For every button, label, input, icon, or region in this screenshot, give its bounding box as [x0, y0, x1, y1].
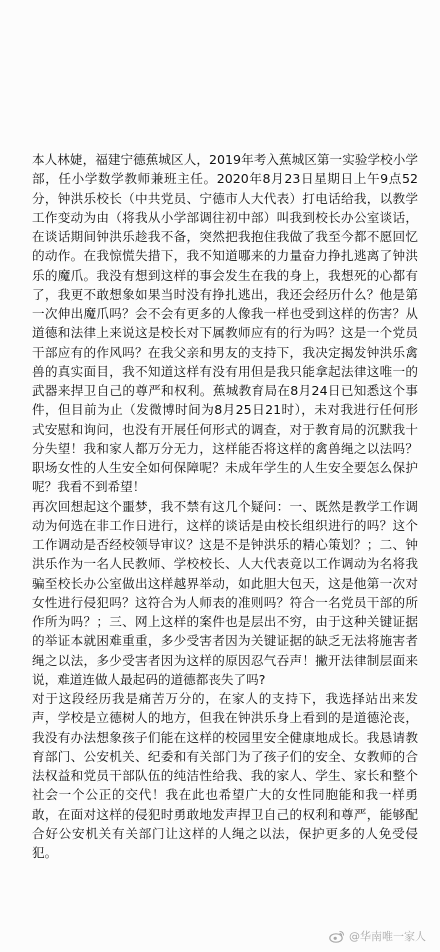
letter-paragraph-2: 再次回想起这个噩梦，我不禁有这几个疑问：一、既然是教学工作调动为何选在非工作日进行，这样的谈话是由校长组织进行的吗？这个工作调动是否经校领导审议？这是不是钟洪乐的精心策划？；二、钟洪乐作为一名人民教师、学校校长、人大代表竟以工作调动为名将我骗至校长办公室做出这样越界举动，如此胆大包天，这是他第一次对女性进行侵犯吗？这符合为人师表的准则吗？符合一名党员干部的所作所为吗？；三、网上这样的案件也是层出不穷，由于这种关键证据的举证本就困难重重，多少受害者因为关键证据的缺乏无法将施害者绳之以法，多少受害者因为这样的原因忍气吞声！撇开法律制层面来说，难道连做人最起码的道德都丧失了吗? [32, 498, 418, 687]
letter-paragraph-3: 对于这段经历我是痛苦万分的，在家人的支持下，我选择站出来发声，学校是立德树人的地方，但我在钟洪乐身上看到的是道德沦丧，我没有办法想象孩子们能在这样的校园里安全健康地成长。我恳请教育部门、公安机关、纪委和有关部门为了孩子们的安全、女教师的合法权益和党员干部队伍的纯洁性给我、我的家人、学生、家长和整个社会一个公正的交代！我在此也希望广大的女性同胞能和我一样勇敢，在面对这样的侵犯时勇敢地发声捍卫自己的权利和尊严，能够配合好公安机关有关部门让这样的人绳之以法，保护更多的人免受侵犯。 [32, 691, 418, 860]
letter-body [32, 150, 418, 862]
watermark-text: @华南唯一家人 [349, 930, 426, 943]
weibo-logo-icon [329, 930, 345, 943]
letter-paragraph-1: 本人林婕，福建宁德蕉城区人，2019年考入蕉城区第一实验学校小学部，任小学数学教师兼班主任。2020年8月23日星期日上午9点52分，钟洪乐校长（中共党员、宁德市人大代表）打电话给我，以教学工作变动为由（将我从小学部调往初中部）叫我到校长办公室谈话，在谈话期间钟洪乐趁我不备，突然把我抱住我做了我至今都不愿回忆的动作。在我惊慌失措下，我不知道哪来的力量奋力挣扎逃离了钟洪乐的魔爪。我没有想到这样的事会发生在我的身上，我想死的心都有了，我更不敢想象如果当时没有挣扎逃出，我还会经历什么？他是第一次伸出魔爪吗？会不会有更多的人像我一样也受到这样的伤害？从道德和法律上来说这是校长对下属教师应有的行为吗？这是一个党员干部应有的作风吗？在我父亲和男友的支持下，我决定揭发钟洪乐禽兽的真实面目，我不知道这样有没有用但是我只能拿起法律这唯一的武器来捍卫自己的尊严和权利。蕉城教育局在8月24日已知悉这个事件，但目前为止（发微博时间为8月25日21时），未对我进行任何形式安慰和询问，也没有开展任何形式的调查，对于教育局的沉默我十分失望！我和家人都万分无力，这样能否将这样的禽兽绳之以法吗？职场女性的人生安全如何保障呢？未成年学生的人生安全要怎么保护呢？我看不到希望！ [32, 152, 418, 495]
watermark [329, 928, 426, 944]
